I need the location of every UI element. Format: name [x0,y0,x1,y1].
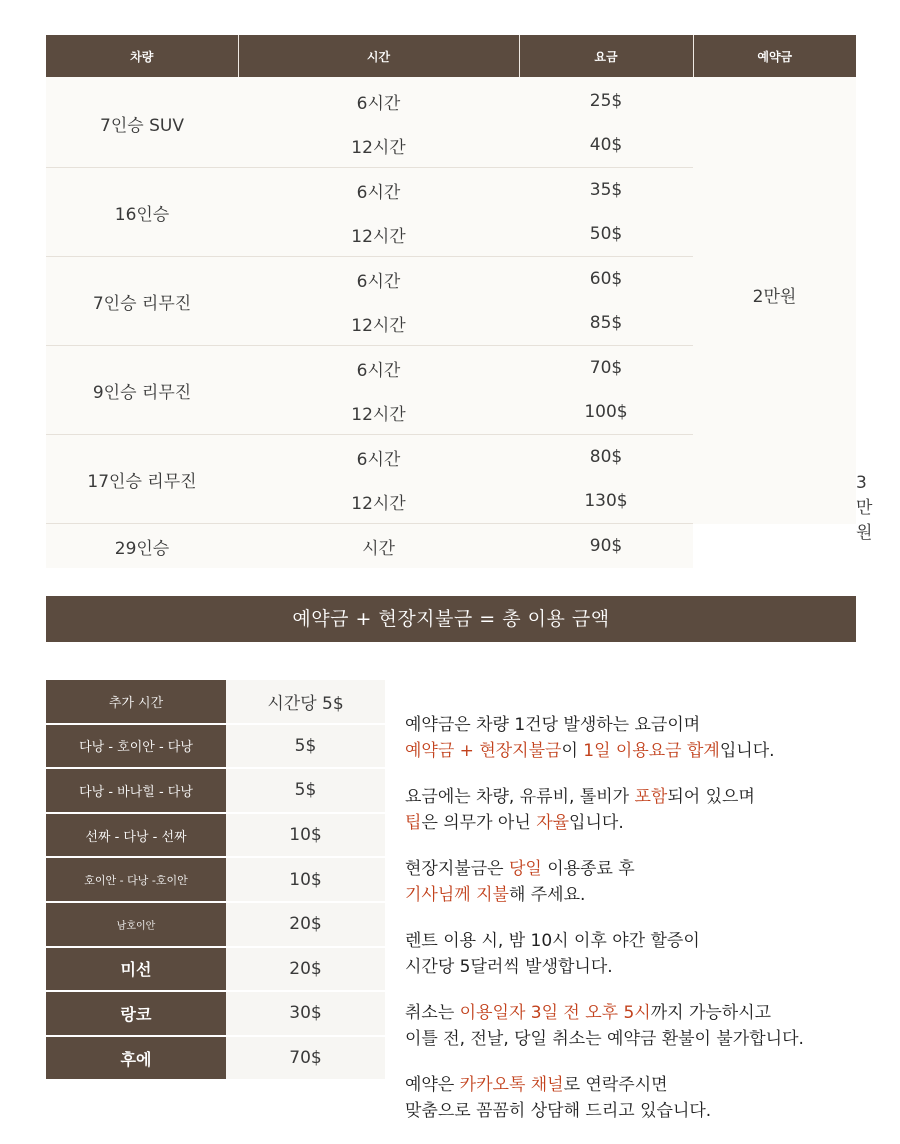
note-text: 까지 가능하시고 [650,1003,772,1023]
note-text: 취소는 [405,1003,460,1023]
header-deposit: 예약금 [693,35,856,77]
deposit-cell-1 [693,77,856,524]
time-cell: 6시간 [238,435,519,480]
list-item [46,948,385,993]
extra-value: 10$ [226,858,385,903]
note-line [405,810,885,836]
header-fee: 요금 [519,35,693,77]
list-item [46,858,385,903]
note-line [405,1072,885,1098]
price-cell: 60$ [519,257,693,302]
list-item [46,680,385,725]
price-cell: 80$ [519,435,693,480]
note-paragraph [405,1000,885,1052]
note-text: 입니다. [569,813,624,833]
extra-value: 5$ [226,725,385,770]
price-cell: 50$ [519,212,693,257]
time-cell: 시간 [238,524,519,569]
extra-value: 5$ [226,769,385,814]
note-highlight: 자율 [536,813,570,833]
extra-value: 10$ [226,814,385,859]
vehicle-cell: 16인승 [46,168,238,257]
note-highlight: 기사님께 지불 [405,885,509,905]
list-item [46,992,385,1037]
note-text: 렌트 이용 시, 밤 10시 이후 야간 할증이 [405,931,700,951]
note-text: 예약금은 차량 1건당 발생하는 요금이며 [405,715,701,735]
note-paragraph [405,784,885,836]
note-line [405,882,885,908]
extra-label: 다낭 - 바나힐 - 다낭 [46,769,226,814]
note-line [405,856,885,882]
time-cell: 12시간 [238,212,519,257]
note-line [405,1098,885,1124]
note-text: 이 [561,741,584,761]
extra-label: 선짜 - 다낭 - 선짜 [46,814,226,859]
price-cell: 100$ [519,390,693,435]
note-text: 예약은 [405,1075,460,1095]
price-cell: 130$ [519,479,693,524]
header-time: 시간 [238,35,519,77]
extra-label: 랑코 [46,992,226,1037]
note-line [405,784,885,810]
note-text: 시간당 5달러씩 발생합니다. [405,957,613,977]
note-line [405,954,885,980]
note-line [405,712,885,738]
price-cell: 35$ [519,168,693,213]
note-highlight: 예약금 + 현장지불금 [405,741,562,761]
extra-label: 미선 [46,948,226,993]
note-text: 입니다. [719,741,775,761]
header-vehicle: 차량 [46,35,238,77]
note-line [405,1000,885,1026]
note-paragraph [405,1072,885,1124]
table-row [46,77,856,123]
list-item [46,725,385,770]
list-item [46,903,385,948]
deposit-value: 3만원 [856,472,873,543]
extra-value: 20$ [226,948,385,993]
time-cell: 6시간 [238,77,519,123]
vehicle-cell: 17인승 리무진 [46,435,238,524]
note-highlight: 카카오톡 채널 [459,1075,564,1095]
price-cell: 70$ [519,346,693,391]
note-text: 요금에는 차량, 유류비, 톨비가 [405,787,635,807]
extra-value: 30$ [226,992,385,1037]
extra-label: 호이안 - 다낭 -호이안 [46,858,226,903]
time-cell: 12시간 [238,479,519,524]
note-text: 은 의무가 아닌 [421,813,537,833]
note-highlight: 팁 [405,813,422,833]
extra-charges-list [46,680,385,1081]
time-cell: 6시간 [238,168,519,213]
deposit-value: 2만원 [752,286,797,307]
extra-label: 다낭 - 호이안 - 다낭 [46,725,226,770]
table-row [46,524,856,569]
note-text: 로 연락주시면 [563,1075,668,1095]
list-item [46,769,385,814]
note-text: 맞춤으로 꼼꼼히 상담해 드리고 있습니다. [405,1101,712,1121]
price-table-header [46,35,856,77]
price-cell: 40$ [519,123,693,168]
extra-label: 후에 [46,1037,226,1082]
note-text: 이틀 전, 전날, 당일 취소는 예약금 환불이 불가합니다. [405,1029,804,1049]
extra-label: 추가 시간 [46,680,226,725]
note-line [405,1026,885,1052]
price-cell: 90$ [519,524,693,569]
note-line [405,738,885,764]
note-paragraph [405,928,885,980]
time-cell: 6시간 [238,346,519,391]
time-cell: 6시간 [238,257,519,302]
note-line [405,928,885,954]
note-paragraph [405,856,885,908]
extra-value: 시간당 5$ [226,680,385,725]
note-highlight: 1일 이용요금 합계 [583,741,720,761]
note-paragraph [405,712,885,764]
vehicle-cell: 7인승 리무진 [46,257,238,346]
vehicle-cell: 9인승 리무진 [46,346,238,435]
price-table [46,35,873,568]
list-item [46,1037,385,1082]
time-cell: 12시간 [238,123,519,168]
note-text: 이용종료 후 [541,859,635,879]
note-highlight: 포함 [634,787,668,807]
price-cell: 25$ [519,77,693,123]
note-text: 해 주세요. [508,885,586,905]
notes-section [405,712,885,1144]
vehicle-cell: 7인승 SUV [46,77,238,168]
note-highlight: 이용일자 3일 전 오후 5시 [459,1003,651,1023]
note-text: 되어 있으며 [667,787,755,807]
list-item [46,814,385,859]
price-cell: 85$ [519,301,693,346]
extra-value: 70$ [226,1037,385,1082]
extra-label: 남호이안 [46,903,226,948]
time-cell: 12시간 [238,390,519,435]
vehicle-cell: 29인승 [46,524,238,569]
time-cell: 12시간 [238,301,519,346]
total-formula-banner: 예약금 + 현장지불금 = 총 이용 금액 [46,596,856,642]
extra-value: 20$ [226,903,385,948]
note-text: 현장지불금은 [405,859,509,879]
note-highlight: 당일 [508,859,542,879]
